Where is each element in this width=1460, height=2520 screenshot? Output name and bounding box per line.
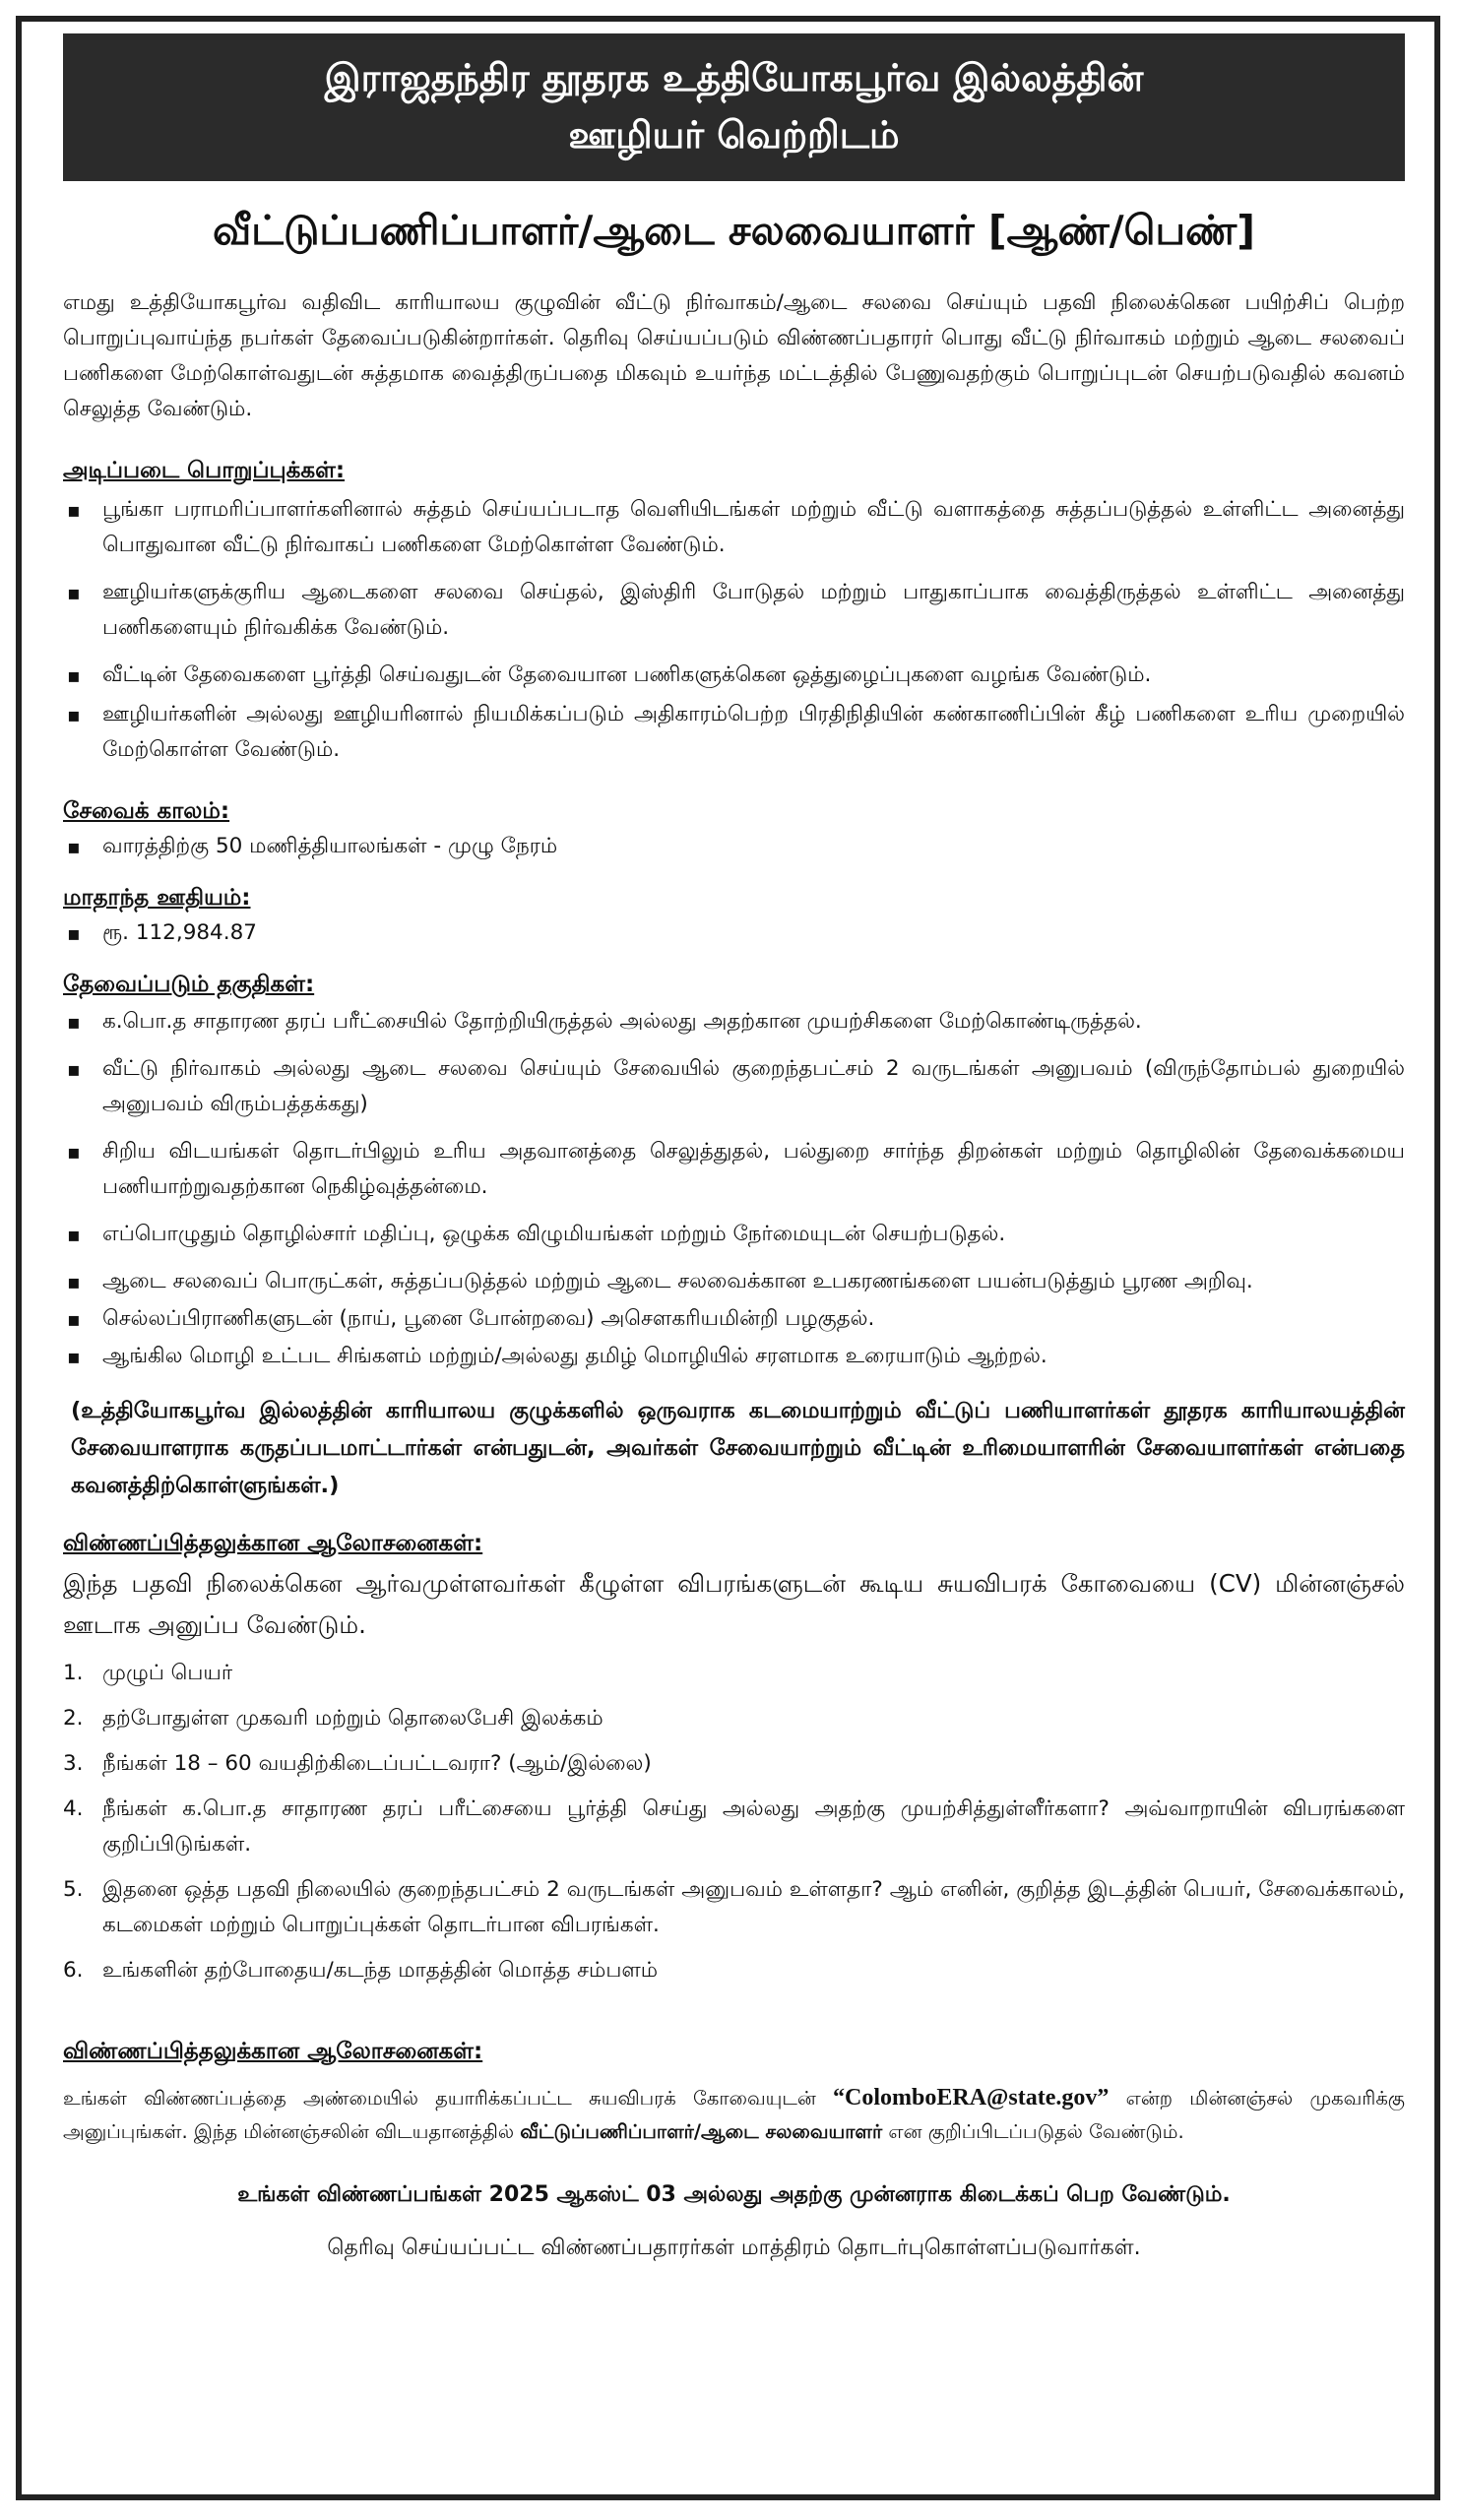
qualification-item: ▪ எப்பொழுதும் தொழில்சார் மதிப்பு, ஒழுக்க விழுமியங்கள் மற்றும் நேர்மையுடன் செயற்படுதல். [63,1217,1405,1252]
submission-section [63,2034,1405,2149]
advertisement-content [63,33,1405,2263]
notice-paragraph: (உத்தியோகபூர்வ இல்லத்தின் காரியாலய குழுக்களில் ஒருவராக கடமையாற்றும் வீட்டுப் பணியாளர்கள் தூதரக காரியாலயத்தின் சேவையாளராக கருதப்படமாட்டார்கள் என்பதுடன், அவர்கள் சேவையாற்றும் வீட்டின் உரிமையாளரின் சேவையாளர்கள் என்பதை கவனத்திற்கொள்ளுங்கள்.) [71,1398,1405,1498]
responsibilities-heading: அடிப்படை பொறுப்புக்கள்: [63,458,346,483]
responsibility-item: ▪ பூங்கா பராமரிப்பாளர்களினால் சுத்தம் செய்யப்படாத வெளியிடங்கள் மற்றும் வீட்டு வளாகத்தை சுத்தப்படுத்தல் உள்ளிட்ட அனைத்து பொதுவான வீட்டு நிர்வாகப் பணிகளை மேற்கொள்ள வேண்டும். [63,492,1405,563]
qualifications-heading: தேவைப்படும் தகுதிகள்: [63,972,315,997]
salary-section [63,880,1405,951]
responsibility-item: ▪ வீட்டின் தேவைகளை பூர்த்தி செய்வதுடன் தேவையான பணிகளுக்கென ஒத்துழைப்புகளை வழங்க வேண்டும். [63,658,1405,693]
service-period-item: ▪ வாரத்திற்கு 50 மணித்தியாலங்கள் - முழு நேரம் [63,829,1405,864]
qualification-item: ▪ ஆங்கில மொழி உட்பட சிங்களம் மற்றும்/அல்லது தமிழ் மொழியில் சரளமாக உரையாடும் ஆற்றல். [63,1339,1405,1374]
cv-detail-item [63,1953,1405,1988]
qualification-item: ▪ சிறிய விடயங்கள் தொடர்பிலும் உரிய அதவானத்தை செலுத்துதல், பல்துறை சார்ந்த திறன்கள் மற்றும் தொழிலின் தேவைக்கமைய பணியாற்றுவதற்கான நெகிழ்வுத்தன்மை. [63,1134,1405,1205]
application-advice-heading: விண்ணப்பித்தலுக்கான ஆலோசனைகள்: [63,1531,483,1556]
responsibility-item: ▪ ஊழியர்களுக்குரிய ஆடைகளை சலவை செய்தல், இஸ்திரி போடுதல் மற்றும் பாதுகாப்பாக வைத்திருத்தல் உள்ளிட்ட அனைத்து பணிகளையும் நிர்வகிக்க வேண்டும். [63,575,1405,646]
cv-detail-item [63,1656,1405,1691]
item-text: தற்போதுள்ள முகவரி மற்றும் தொலைபேசி இலக்கம் [102,1706,603,1731]
application-advice-section [63,1526,1405,1988]
salary-item: ▪ ரூ. 112,984.87 [63,915,1405,951]
footer-note: தெரிவு செய்யப்பட்ட விண்ணப்பதாரர்கள் மாத்திரம் தொடர்புகொள்ளப்படுவார்கள். [327,2236,1141,2260]
item-number: 3. [63,1751,84,1776]
intro-paragraph: எமது உத்தியோகபூர்வ வதிவிட காரியாலய குழுவின் வீட்டு நிர்வாகம்/ஆடை சலவை செய்யும் பதவி நிலைக்கென பயிற்சிப் பெற்ற பொறுப்புவாய்ந்த நபர்கள் தேவைப்படுகின்றார்கள். தெரிவு செய்யப்படும் விண்ணப்பதாரர் பொது வீட்டு நிர்வாகம் மற்றும் ஆடை சலவைப் பணிகளை மேற்கொள்வதுடன் சுத்தமாக வைத்திருப்பதை மிகவும் உயர்ந்த மட்டத்தில் பேணுவதற்கும் பொறுப்புடன் செயற்படுவதில் கவனம் செலுத்த வேண்டும். [63,290,1405,421]
salary-heading: மாதாந்த ஊதியம்: [63,885,251,911]
service-period-heading: சேவைக் காலம்: [63,798,230,824]
item-number: 1. [63,1661,84,1685]
responsibilities-section [63,453,1405,768]
item-number: 5. [63,1877,84,1902]
qualification-item: ▪ செல்லப்பிராணிகளுடன் (நாய், பூனை போன்றவை) அசௌகரியமின்றி பழகுதல். [63,1301,1405,1337]
cv-detail-item [63,1872,1405,1943]
responsibility-item: ▪ ஊழியர்களின் அல்லது ஊழியரினால் நியமிக்கப்படும் அதிகாரம்பெற்ற பிரதிநிதியின் கண்காணிப்பின் கீழ் பணிகளை உரிய முறையில் மேற்கொள்ள வேண்டும். [63,697,1405,768]
qualification-item: ▪ ஆடை சலவைப் பொருட்கள், சுத்தப்படுத்தல் மற்றும் ஆடை சலவைக்கான உபகரணங்களை பயன்படுத்தும் பூரண அறிவு. [63,1264,1405,1299]
deadline-notice: உங்கள் விண்ணப்பங்கள் 2025 ஆகஸ்ட் 03 அல்லது அதற்கு முன்னராக கிடைக்கப் பெற வேண்டும். [237,2182,1231,2207]
submission-text-b: என்ற மின்னஞ்சல் முகவரிக்கு அனுப்புங்கள். இந்த மின்னஞ்சலின் விடயதானத்தில் [63,2087,1406,2143]
cv-detail-item [63,1746,1405,1782]
item-text: நீங்கள் க.பொ.த சாதாரண தரப் பரீட்சையை பூர்த்தி செய்து அல்லது அதற்கு முயற்சித்துள்ளீர்களா? அவ்வாறாயின் விபரங்களை குறிப்பிடுங்கள். [102,1796,1405,1857]
qualification-item: ▪ வீட்டு நிர்வாகம் அல்லது ஆடை சலவை செய்யும் சேவையில் குறைந்தபட்சம் 2 வருடங்கள் அனுபவம் (விருந்தோம்பல் துறையில் அனுபவம் விரும்பத்தக்கது) [63,1051,1405,1122]
service-period-section [63,793,1405,864]
submission-text-c: என குறிப்பிடப்படுதல் வேண்டும். [882,2120,1184,2143]
cv-detail-item [63,1792,1405,1862]
cv-detail-item [63,1701,1405,1736]
job-title: வீட்டுப்பணிப்பாளர்/ஆடை சலவையாளர் [ஆண்/பெண்] [213,207,1255,254]
item-number: 4. [63,1796,84,1821]
email-address: “ColomboERA@state.gov” [833,2085,1110,2110]
header-line-2: ஊழியர் வெற்றிடம் [568,113,900,157]
submission-heading: விண்ணப்பித்தலுக்கான ஆலோசனைகள்: [63,2039,483,2064]
advertisement-page [16,16,1440,2500]
cv-instruction: இந்த பதவி நிலைக்கென ஆர்வமுள்ளவர்கள் கீழுள்ள விபரங்களுடன் கூடிய சுயவிபரக் கோவையை (CV) மின்னஞ்சல் ஊடாக அனுப்ப வேண்டும். [63,1569,1405,1639]
email-subject: வீட்டுப்பணிப்பாளர்/ஆடை சலவையாளர் [520,2120,883,2143]
header-banner [63,33,1405,181]
item-text: உங்களின் தற்போதைய/கடந்த மாதத்தின் மொத்த சம்பளம் [102,1958,659,1983]
item-number: 6. [63,1958,84,1983]
item-text: நீங்கள் 18 – 60 வயதிற்கிடைப்பட்டவரா? (ஆம்/இல்லை) [102,1751,652,1776]
item-text: முழுப் பெயர் [102,1661,233,1685]
item-number: 2. [63,1706,84,1731]
item-text: இதனை ஒத்த பதவி நிலையில் குறைந்தபட்சம் 2 வருடங்கள் அனுபவம் உள்ளதா? ஆம் எனின், குறித்த இடத்தின் பெயர், சேவைக்காலம், கடமைகள் மற்றும் பொறுப்புக்கள் தொடர்பான விபரங்கள். [102,1877,1405,1937]
submission-instructions [63,2081,1405,2149]
qualification-item: ▪ க.பொ.த சாதாரண தரப் பரீட்சையில் தோற்றியிருத்தல் அல்லது அதற்கான முயற்சிகளை மேற்கொண்டிருத்தல். [63,1004,1405,1040]
header-line-1: இராஜதந்திர தூதரக உத்தியோகபூர்வ இல்லத்தின் [324,56,1144,99]
submission-text-a: உங்கள் விண்ணப்பத்தை அண்மையில் தயாரிக்கப்பட்ட சுயவிபரக் கோவையுடன் [63,2087,834,2110]
qualifications-section [63,967,1405,1374]
